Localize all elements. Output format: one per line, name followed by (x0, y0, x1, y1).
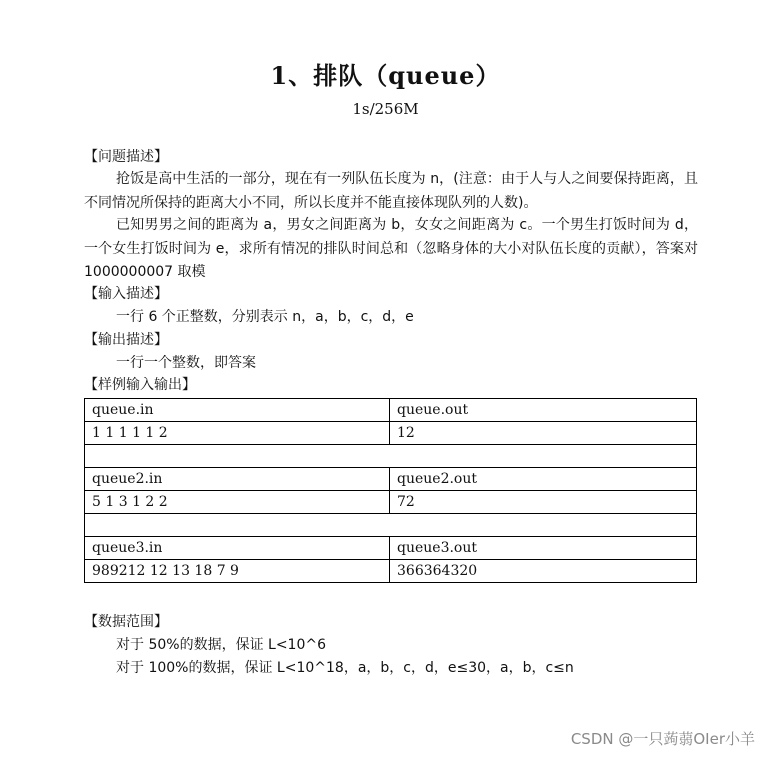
problem-title: 1、排队（queue） (270, 61, 501, 90)
sample-input-filename: queue.in (85, 399, 390, 422)
table-row (85, 560, 697, 583)
table-spacer-row (85, 514, 697, 537)
sample-output-filename: queue3.out (390, 537, 697, 560)
sample-output-value: 72 (390, 491, 697, 514)
description-heading: 【问题描述】 (84, 149, 168, 165)
samples-table (84, 398, 697, 583)
sample-output-filename: queue.out (390, 399, 697, 422)
table-row (85, 537, 697, 560)
output-description: 一行一个整数，即答案 (116, 355, 256, 371)
sample-input-value: 5 1 3 1 2 2 (85, 491, 390, 514)
sample-input-filename: queue2.in (85, 468, 390, 491)
table-row (85, 422, 697, 445)
sample-input-value: 1 1 1 1 1 2 (85, 422, 390, 445)
output-heading: 【输出描述】 (84, 332, 168, 348)
spacer-cell (85, 514, 697, 537)
time-memory-limits: 1s/256M (352, 100, 419, 118)
table-row (85, 399, 697, 422)
sample-output-filename: queue2.out (390, 468, 697, 491)
sample-output-value: 12 (390, 422, 697, 445)
table-row (85, 491, 697, 514)
input-description: 一行 6 个正整数，分别表示 n，a，b，c，d，e (116, 309, 414, 325)
input-heading: 【输入描述】 (84, 286, 168, 302)
table-spacer-row (85, 445, 697, 468)
table-row (85, 468, 697, 491)
samples-heading: 【样例输入输出】 (84, 377, 196, 393)
sample-output-value: 366364320 (390, 560, 697, 583)
description-paragraph-2: 已知男男之间的距离为 a，男女之间距离为 b，女女之间距离为 c。一个男生打饭时间为 d，一个女生打饭时间为 e，求所有情况的排队时间总和（忽略身体的大小对队伍长度的贡献），答案对 1000000007 取模 (84, 217, 698, 280)
csdn-watermark: CSDN @一只蒟蒻OIer小羊 (570, 730, 755, 748)
range-heading: 【数据范围】 (84, 614, 168, 630)
range-line-2: 对于 100%的数据，保证 L<10^18，a，b，c，d，e≤30，a，b，c≤n (116, 660, 574, 676)
description-paragraph-1: 抢饭是高中生活的一部分，现在有一列队伍长度为 n，(注意：由于人与人之间要保持距离，且不同情况所保持的距离大小不同，所以长度并不能直接体现队列的人数)。 (84, 171, 698, 211)
sample-input-value: 989212 12 13 18 7 9 (85, 560, 390, 583)
sample-input-filename: queue3.in (85, 537, 390, 560)
spacer-cell (85, 445, 697, 468)
range-line-1: 对于 50%的数据，保证 L<10^6 (116, 637, 326, 653)
